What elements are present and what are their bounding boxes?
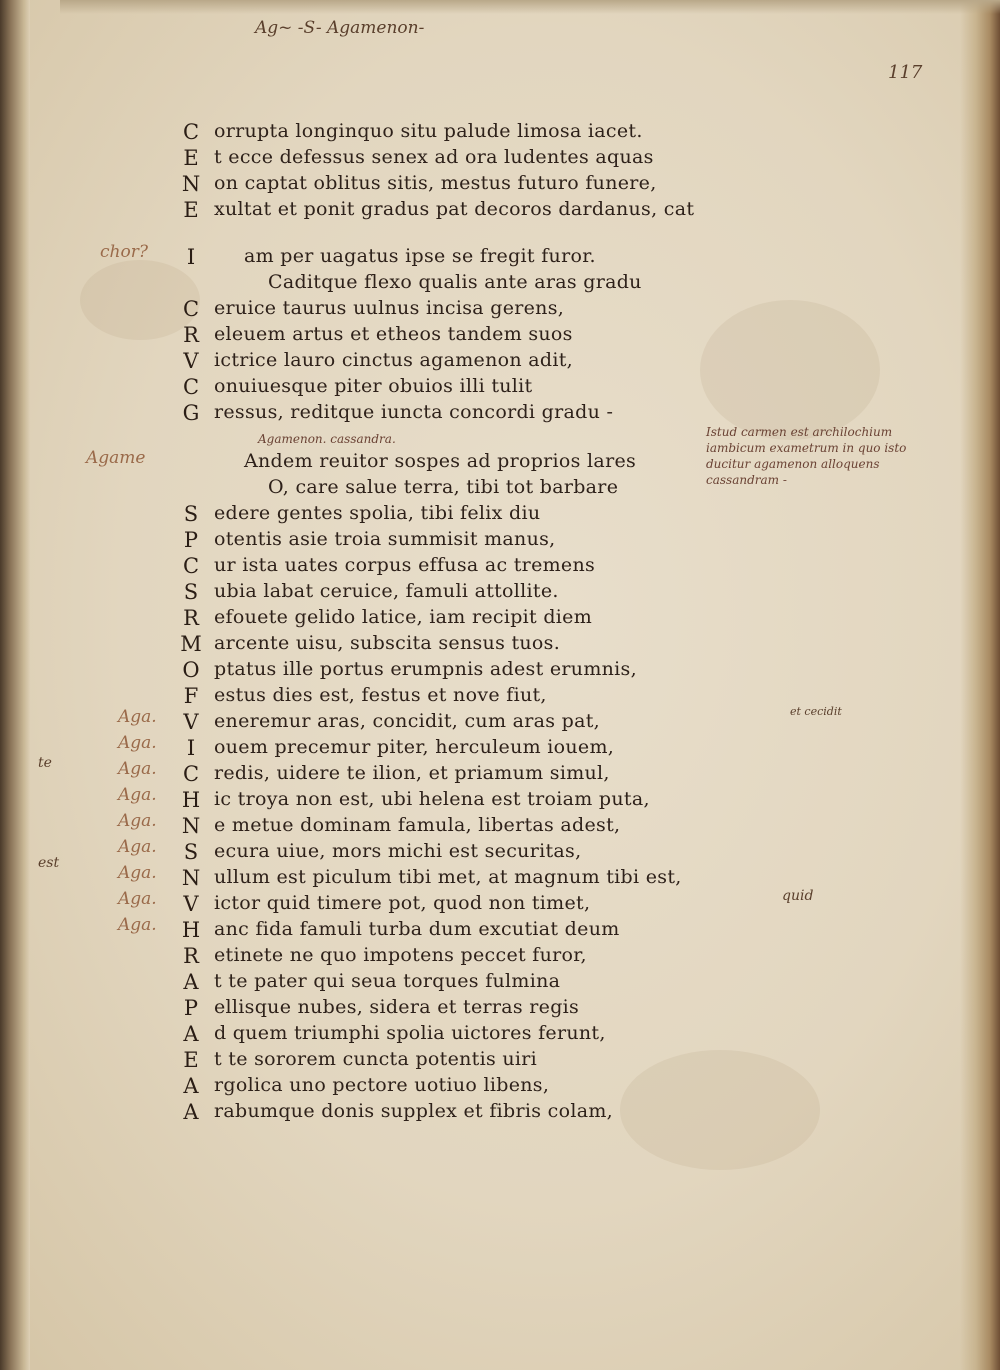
line-initial: V	[183, 710, 199, 734]
verse-line: onuiuesque piter obuios illi tulit	[214, 375, 533, 397]
line-initial: N	[181, 814, 201, 838]
line-initial: R	[183, 323, 199, 347]
verse-line: rabumque donis supplex et fibris colam,	[214, 1100, 613, 1122]
verse-line: t ecce defessus senex ad ora ludentes aquas	[214, 146, 654, 168]
speaker-label: Aga.	[118, 837, 157, 857]
side-note-line: cassandram -	[706, 473, 787, 487]
verse-line: O, care salue terra, tibi tot barbare	[268, 476, 619, 498]
folio-number: 117	[888, 62, 923, 83]
verse-line: Andem reuitor sospes ad proprios lares	[244, 450, 637, 472]
verse-line: ictrice lauro cinctus agamenon adit,	[214, 349, 573, 371]
page-edge-right	[960, 0, 1000, 1370]
line-initial: C	[182, 120, 200, 144]
line-initial: H	[181, 788, 201, 812]
verse-line: ur ista uates corpus effusa ac tremens	[214, 554, 596, 576]
verse-line: otentis asie troia summisit manus,	[214, 528, 556, 550]
verse-line: am per uagatus ipse se fregit furor.	[244, 245, 596, 267]
line-initial: I	[186, 736, 196, 760]
speaker-label: Aga.	[118, 811, 157, 831]
verse-line: eleuem artus et etheos tandem suos	[214, 323, 573, 345]
line-initial: V	[183, 892, 199, 916]
line-initial: E	[183, 198, 199, 222]
line-initial: A	[183, 1100, 199, 1124]
verse-line: Caditque flexo qualis ante aras gradu	[268, 271, 642, 293]
margin-gloss-left: est	[38, 855, 60, 871]
verse-line: ubia labat ceruice, famuli attollite.	[214, 580, 559, 602]
speaker-label: Aga.	[118, 707, 157, 727]
line-initial: S	[183, 840, 199, 864]
rubric: Agamenon. cassandra.	[258, 432, 396, 446]
line-initial: M	[180, 632, 202, 656]
verse-line: ullum est piculum tibi met, at magnum tibi est,	[214, 866, 682, 888]
line-initial: C	[182, 375, 200, 399]
line-initial: E	[183, 146, 199, 170]
line-initial: C	[182, 554, 200, 578]
margin-gloss-left: te	[38, 755, 52, 771]
side-note-line: Istud carmen est archilochium	[706, 425, 893, 439]
line-initial: A	[183, 1074, 199, 1098]
verse-line: ictor quid timere pot, quod non timet,	[214, 892, 591, 914]
verse-line: xultat et ponit gradus pat decoros dardanus, cat	[214, 198, 695, 220]
verse-line: ressus, reditque iuncta concordi gradu -	[214, 401, 614, 423]
side-note-line: ducitur agamenon alloquens	[706, 457, 880, 471]
verse-line: anc fida famuli turba dum excutiat deum	[214, 918, 620, 940]
speaker-label: Aga.	[118, 863, 157, 883]
verse-line: t te sororem cuncta potentis uiri	[214, 1048, 538, 1070]
line-initial: S	[183, 502, 199, 526]
line-initial: P	[183, 996, 199, 1020]
speaker-label: Aga.	[118, 889, 157, 909]
paper-stain	[700, 300, 880, 440]
running-header: Ag~ -S- Agamenon-	[255, 18, 425, 38]
speaker-label: Aga.	[118, 915, 157, 935]
line-initial: S	[183, 580, 199, 604]
line-initial: F	[183, 684, 199, 708]
line-initial: O	[182, 658, 200, 682]
verse-line: redis, uidere te ilion, et priamum simul,	[214, 762, 610, 784]
verse-line: e metue dominam famula, libertas adest,	[214, 814, 621, 836]
speaker-label: Aga.	[118, 759, 157, 779]
line-initial: R	[183, 944, 199, 968]
verse-line: eruice taurus uulnus incisa gerens,	[214, 297, 565, 319]
side-note-line: iambicum exametrum in quo isto	[706, 441, 907, 455]
margin-gloss-right: quid	[782, 888, 814, 904]
verse-line: edere gentes spolia, tibi felix diu	[214, 502, 541, 524]
verse-line: ecura uiue, mors michi est securitas,	[214, 840, 582, 862]
verse-line: ouem precemur piter, herculeum iouem,	[214, 736, 615, 758]
verse-line: efouete gelido latice, iam recipit diem	[214, 606, 593, 628]
verse-line: arcente uisu, subscita sensus tuos.	[214, 632, 561, 654]
line-initial: A	[183, 1022, 199, 1046]
verse-line: rgolica uno pectore uotiuo libens,	[214, 1074, 550, 1096]
verse-line: t te pater qui seua torques fulmina	[214, 970, 561, 992]
verse-line: on captat oblitus sitis, mestus futuro funere,	[214, 172, 657, 194]
verse-line: etinete ne quo impotens peccet furor,	[214, 944, 587, 966]
line-initial: I	[186, 245, 196, 269]
line-initial: A	[183, 970, 199, 994]
line-initial: R	[183, 606, 199, 630]
verse-line: d quem triumphi spolia uictores ferunt,	[214, 1022, 606, 1044]
verse-line: ic troya non est, ubi helena est troiam puta,	[214, 788, 650, 810]
verse-line: eneremur aras, concidit, cum aras pat,	[214, 710, 601, 732]
line-initial: V	[183, 349, 199, 373]
line-initial: N	[181, 172, 201, 196]
paper-stain	[620, 1050, 820, 1170]
line-initial: G	[182, 401, 200, 425]
page-edge-top	[60, 0, 1000, 14]
verse-line: ptatus ille portus erumpnis adest erumnis,	[214, 658, 637, 680]
speaker-label: Aga.	[118, 785, 157, 805]
line-initial: C	[182, 297, 200, 321]
line-initial: E	[183, 1048, 199, 1072]
speaker-label: Aga.	[118, 733, 157, 753]
line-initial: P	[183, 528, 199, 552]
book-spine	[0, 0, 30, 1370]
speaker-label-agamemnon: Agame	[86, 448, 146, 468]
speaker-label-chorus: chor?	[100, 242, 148, 262]
line-initial: H	[181, 918, 201, 942]
verse-line: estus dies est, festus et nove fiut,	[214, 684, 547, 706]
verse-line: ellisque nubes, sidera et terras regis	[214, 996, 580, 1018]
verse-line: orrupta longinquo situ palude limosa iacet.	[214, 120, 643, 142]
line-initial: N	[181, 866, 201, 890]
line-initial: C	[182, 762, 200, 786]
margin-gloss-right: et cecidit	[790, 705, 842, 718]
